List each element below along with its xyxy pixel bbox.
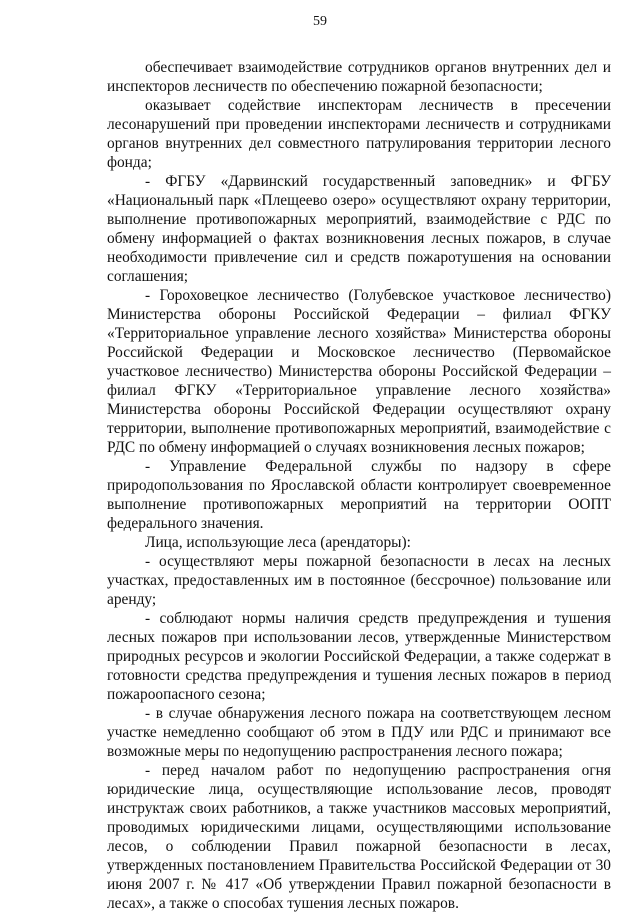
paragraph: оказывает содействие инспекторам лесничеств в пресечении лесонарушений при проведении инспекторами лесничеств и сотрудниками органов внутренних дел совместного патрулирования территории лесного фонда; [107,97,611,171]
paragraph: - перед началом работ по недопущению распространения огня юридические лица, осуществляющие использование лесов, проводят инструктаж своих работников, а также участников массовых мероприятий, проводимых юридическими лицами, осуществляющими использование лесов, о соблюдении Правил пожарной безопасности в лесах, утвержденных постановлением Правительства Российской Федерации от 30 июня 2007 г. № 417 «Об утверждении Правил пожарной безопасности в лесах», а также о способах тушения лесных пожаров. [107,762,611,912]
paragraph: Лица, использующие леса (арендаторы): [145,534,411,551]
paragraph: - ФГБУ «Дарвинский государственный заповедник» и ФГБУ «Национальный парк «Плещеево озеро» осуществляют охрану территории, выполнение противопожарных мероприятий, взаимодействие с РДС по обмену информацией о фактах возникновения лесных пожаров, в случае необходимости привлечение сил и средств пожаротушения на основании соглашения; [107,173,611,285]
paragraph: - осуществляют меры пожарной безопасности в лесах на лесных участках, предоставленных им в постоянное (бессрочное) пользование или аренду; [107,553,611,608]
paragraph: - Гороховецкое лесничество (Голубевское участковое лесничество) Министерства обороны Российской Федерации – филиал ФГКУ «Территориальное управление лесного хозяйства» Министерства обороны Российской Федерации и Московское лесничество (Первомайское участковое лесничество) Министерства обороны Российской Федерации – филиал ФГКУ «Территориальное управление лесного хозяйства» Министерства обороны Российской Федерации осуществляют охрану территории, выполнение противопожарных мероприятий, взаимодействие с РДС по обмену информацией о случаях возникновения лесных пожаров; [107,287,611,456]
paragraph: - в случае обнаружения лесного пожара на соответствующем лесном участке немедленно сообщают об этом в ПДУ или РДС и принимают все возможные меры по недопущению распространения лесного пожара; [107,705,611,760]
document-body [107,58,611,913]
paragraph: - Управление Федеральной службы по надзору в сфере природопользования по Ярославской области контролирует своевременное выполнение противопожарных мероприятий на территории ООПТ федерального значения. [107,458,611,532]
page-number: 59 [313,14,327,29]
paragraph: - соблюдают нормы наличия средств предупреждения и тушения лесных пожаров при использовании лесов, утвержденные Министерством природных ресурсов и экологии Российской Федерации, а также содержат в готовности средства предупреждения и тушения лесных пожаров в период пожароопасного сезона; [107,610,611,703]
paragraph: обеспечивает взаимодействие сотрудников органов внутренних дел и инспекторов лесничеств по обеспечению пожарной безопасности; [107,59,611,95]
